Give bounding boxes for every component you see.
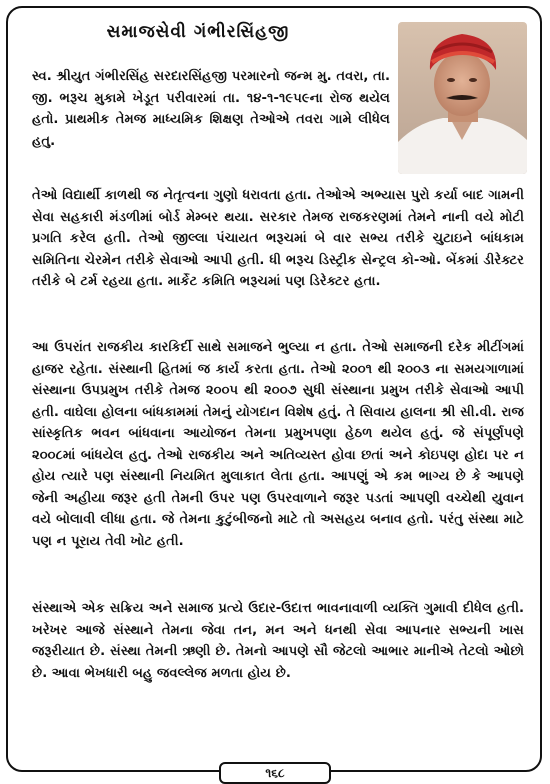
portrait-icon [398, 22, 527, 174]
page-title: સમાજસેવી ગંભીરસિંહજી [106, 22, 290, 42]
paragraph-career: તેઓ વિદ્યાર્થી કાળથી જ નેતૃત્વના ગુણો ધરાવતા હતા. તેઓએ અભ્યાસ પુરો કર્યા બાદ ગામની સેવા સહકારી મંડળીમાં બોર્ડ મેમ્બર થયા. સરકાર તેમજ રાજકરણમાં તેમને નાની વયે મોટી પ્રગતિ કરેલ હતી. તેઓ જીલ્લા પંચાયત ભરૂચમાં બે વાર સભ્ય તરીકે ચુટાઇને બાંધકામ સમિતિના ચેરમેન તરીકે સેવાઓ આપી હતી. ધી ભરૂચ ડિસ્ટ્રીક સેન્ટ્રલ કો-ઓ. બેંકમાં ડીરેક્ટર તરીકે બે ટર્મ રહયા હતા. માર્કેટ કમિતિ ભરૂચમાં પણ ડિરેક્ટર હતા. [32, 188, 524, 289]
paragraph-tribute: સંસ્થાએ એક સક્રિય અને સમાજ પ્રત્યે ઉદાર-ઉદાત્ત ભાવનાવાળી વ્યક્તિ ગુમાવી દીધેલ હતી. ખરેખર આજે સંસ્થાને તેમના જેવા તન, મન અને ધનથી સેવા આપનાર સભ્યની ખાસ જરૂરીયાત છે. સંસ્થા તેમની ઋણી છે. તેમનો આપણે સૌ જેટલો આભાર માનીએ તેટલો ઓછો છે. આવા ભેખધારી બહુ જવલ્લેજ મળતા હોય છે. [32, 601, 524, 681]
paragraph-birth: સ્વ. શ્રીયુત ગંભીરસિંહ સરદારસિંહજી પરમારનો જન્મ મુ. તવરા, તા. જી. ભરૂચ મુકામે ખેડૂત પરીવારમાં તા. ૧૪-૧-૧૯૫૯ના રોજ થયેલ હતો. પ્રાથમીક તેમજ માધ્યમિક શિક્ષણ તેઓએ તવરા ગામે લીધેલ હતુ. [32, 69, 390, 149]
page-number: ૧૬૮ [219, 762, 331, 784]
paragraph-service: આ ઉપરાંત રાજકીય કારકિર્દી સાથે સમાજને ભુલ્યા ન હતા. તેઓ સમાજની દરેક મીટીંગમાં હાજર રહેતા. સંસ્થાની હિતમાં જ કાર્ય કરતા હતા. તેઓ ૨૦૦૧ થી ૨૦૦૩ ના સમયગાળામાં સંસ્થાના ઉપપ્રમુખ તરીકે તેમજ ૨૦૦૫ થી ૨૦૦૭ સુધી સંસ્થાના પ્રમુખ તરીકે સેવાઓ આપી હતી. વાઘેલા હોલના બાંધકામમાં તેમનું યોગદાન વિશેષ હતું. તે સિવાય હાલના શ્રી સી.વી. રાજ સાંસ્કૃતિક ભવન બાંધવાના આયોજન તેમના પ્રમુખપણા હેઠળ થયેલ હતું. જે સંપૂર્ણપણે ૨૦૦૮માં બાંધયેલ હતુ. તેઓ રાજકીય અને અતિવ્યસ્ત હોવા છતાં અને કોઇપણ હોદા પર ન હોય ત્યારે પણ સંસ્થાની નિયમિત મુલાકાત લેતા હતા. આપણું એ કમ ભાગ્ય છે કે આપણે જેની અહીયા જરૂર હતી તેમની ઉપર પણ ઉપરવાળાને જરૂર પડતાં આપણી વચ્ચેથી યુવાન વયે બોલાવી લીધા હતા. જે તેમના કુટુંબીજનો માટે તો અસહય બનાવ હતો. પરંતુ સંસ્થા માટે પણ ન પૂરાય તેવી ખોટ હતી. [32, 340, 524, 549]
portrait-photo [398, 22, 527, 174]
